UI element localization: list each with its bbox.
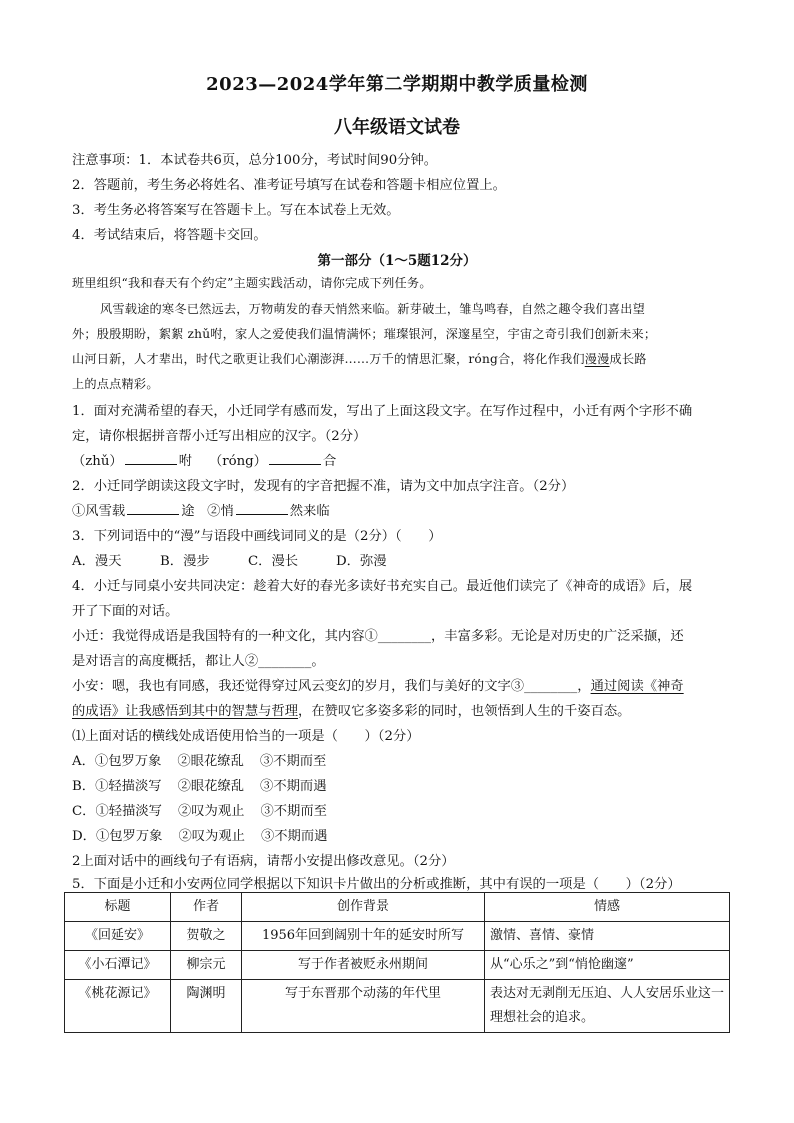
q4-sub2: 2上面对话中的画线句子有语病，请帮小安提出修改意见。（2分） [72, 854, 455, 869]
q1-a-blank[interactable] [125, 453, 177, 465]
q4-option-a[interactable] [72, 750, 732, 769]
note-2: 2．答题前，考生务必将姓名、准考证号填写在试卷和答题卡相应位置上。 [72, 178, 506, 193]
table-cell: 陶渊明 [171, 980, 242, 1033]
exam-subtitle: 八年级语文试卷 [334, 117, 460, 138]
exam-title: 2023—2024学年第二学期期中教学质量检测 [206, 74, 588, 95]
table-cell: 写于东晋那个动荡的年代里 [242, 980, 485, 1033]
table-cell: 写于作者被贬永州期间 [242, 951, 485, 980]
part1-intro: 班里组织“我和春天有个约定”主题实践活动，请你完成下列任务。 [72, 276, 432, 290]
table-header-row [65, 893, 730, 922]
table-cell: 表达对无剥削无压迫、人人安居乐业这一理想社会的追求。 [485, 980, 730, 1033]
q3-option-a[interactable]: A．漫天 [72, 554, 122, 569]
q1-line-2: 定，请你根据拼音帮小迁写出相应的汉字。（2分） [72, 429, 367, 444]
q4-option-c-1: C．①轻描淡写 [72, 804, 162, 819]
table-cell: 贺敬之 [171, 922, 242, 951]
q4-option-c-2: ②叹为观止 [177, 804, 245, 819]
table-header-emotion: 情感 [485, 893, 730, 922]
q3-line-1: 3．下列词语中的“漫”与语段中画线词同义的是（2分）（ ） [72, 529, 442, 544]
table-cell: 柳宗元 [171, 951, 242, 980]
passage-line-3-text: 山河日新，人才辈出，时代之歌更让我们心潮澎湃……万千的情思汇聚，róng合，将化作我们 [72, 352, 585, 366]
q2-a-suffix: 途 [181, 504, 195, 519]
table-cell: 1956年回到阔别十年的延安时所写 [242, 922, 485, 951]
passage-line-4: 上的点点精彩。 [72, 377, 159, 391]
q4-option-d-3: ③不期而遇 [260, 829, 328, 844]
q4-option-a-3: ③不期而至 [259, 754, 327, 769]
q2-b-suffix: 然来临 [289, 504, 330, 519]
table-row [65, 922, 730, 951]
q1-a-prefix: （zhǔ） [72, 454, 123, 469]
q2-a-prefix: ①风雪载 [72, 504, 126, 519]
q4-option-d-2: ②叹为观止 [178, 829, 245, 844]
q5-line-1: 5．下面是小迁和小安两位同学根据以下知识卡片做出的分析或推断，其中有误的一项是（ ）（2分） [72, 877, 681, 892]
q2-b-prefix: ②悄 [207, 504, 234, 519]
q1-b-prefix: （róng） [208, 454, 267, 469]
passage-line-1: 风雪载途的寒冬已然远去，万物萌发的春天悄然来临。新芽破土，雏鸟鸣春，自然之趣令我们喜出望 [100, 302, 646, 316]
table-cell: 《桃花源记》 [65, 980, 171, 1033]
part1-heading: 第一部分（1～5题12分） [317, 253, 477, 269]
q4-option-d[interactable] [72, 825, 732, 844]
q1-line-1: 1．面对充满希望的春天，小迁同学有感而发，写出了上面这段文字。在写作过程中，小迁有两个字形不确 [72, 404, 693, 419]
q2-a-blank[interactable] [127, 503, 179, 515]
q4-option-c-3: ③不期而至 [260, 804, 327, 819]
q4-xiaoan-2 [72, 700, 732, 719]
q2-line-1: 2．小迁同学朗读这段文字时，发现有的字音把握不准，请为文中加点字注音。（2分） [72, 479, 575, 494]
q3-option-d[interactable]: D．弥漫 [336, 554, 387, 569]
q4-underlined-sentence-2: 的成语》让我感悟到其中的智慧与哲理 [72, 704, 299, 719]
q1-b-blank[interactable] [269, 453, 321, 465]
table-header-title: 标题 [65, 893, 171, 922]
passage-line-3 [72, 350, 732, 367]
q3-option-c[interactable]: C．漫长 [248, 554, 299, 569]
q4-xiaoqian-2: 是对语言的高度概括，都让人②________。 [72, 654, 325, 669]
q4-option-b-2: ②眼花缭乱 [177, 779, 245, 794]
q4-option-a-2: ②眼花缭乱 [177, 754, 244, 769]
note-4: 4．考试结束后，将答题卡交回。 [72, 228, 267, 243]
table-header-author: 作者 [171, 893, 242, 922]
q1-answers [72, 450, 732, 469]
table-cell: 《小石潭记》 [65, 951, 171, 980]
passage-line-3-tail: 成长路 [609, 352, 647, 366]
q4-option-a-1: A．①包罗万象 [72, 754, 162, 769]
note-1: 注意事项：1．本试卷共6页，总分100分，考试时间90分钟。 [72, 153, 438, 168]
table-row [65, 951, 730, 980]
q4-option-b-1: B．①轻描淡写 [72, 779, 162, 794]
q4-sub1: ⑴上面对话的横线处成语使用恰当的一项是（ ）（2分） [72, 729, 420, 744]
table-header-background: 创作背景 [242, 893, 485, 922]
q1-b-suffix: 合 [322, 454, 337, 469]
q4-xiaoan-1 [72, 675, 732, 694]
q3-option-b[interactable]: B．漫步 [160, 554, 210, 569]
passage-line-2: 外；殷殷期盼，絮絮 zhǔ咐，家人之爱使我们温情满怀；璀璨银河，深邃星空，宇宙之奇引我们创新未来； [72, 327, 657, 341]
table-row [65, 980, 730, 1033]
table-cell: 激情、喜情、豪情 [485, 922, 730, 951]
q4-line-1: 4．小迁与同桌小安共同决定：趁着大好的春光多读好书充实自己。最近他们读完了《神奇的成语》后，展 [72, 579, 693, 594]
q4-option-b-3: ③不期而遇 [260, 779, 327, 794]
table-cell: 从“心乐之”到“悄怆幽邃” [485, 951, 730, 980]
q2-answers [72, 500, 732, 519]
passage-underlined-word: 漫漫 [584, 352, 610, 366]
q4-underlined-sentence-1: 通过阅读《神奇 [590, 679, 684, 694]
q4-xiaoan-1-text: 小安：嗯，我也有同感，我还觉得穿过风云变幻的岁月，我们与美好的文字③________， [72, 679, 591, 694]
table-cell: 《回延安》 [65, 922, 171, 951]
knowledge-card-table [64, 892, 730, 1033]
note-3: 3．考生务必将答案写在答题卡上。写在本试卷上无效。 [72, 203, 400, 218]
q3-options [72, 550, 732, 569]
q4-xiaoqian-1: 小迁：我觉得成语是我国特有的一种文化，其内容①________，丰富多彩。无论是对历史的广泛采撷，还 [72, 629, 684, 644]
q2-b-blank[interactable] [236, 503, 288, 515]
q4-line-2: 开了下面的对话。 [72, 604, 179, 619]
q1-a-suffix: 咐 [178, 454, 193, 469]
q4-option-d-1: D．①包罗万象 [72, 829, 163, 844]
q4-option-c[interactable] [72, 800, 732, 819]
q4-xiaoan-2-text: ，在赞叹它多姿多彩的同时，也领悟到人生的千姿百态。 [298, 704, 631, 719]
q4-option-b[interactable] [72, 775, 732, 794]
